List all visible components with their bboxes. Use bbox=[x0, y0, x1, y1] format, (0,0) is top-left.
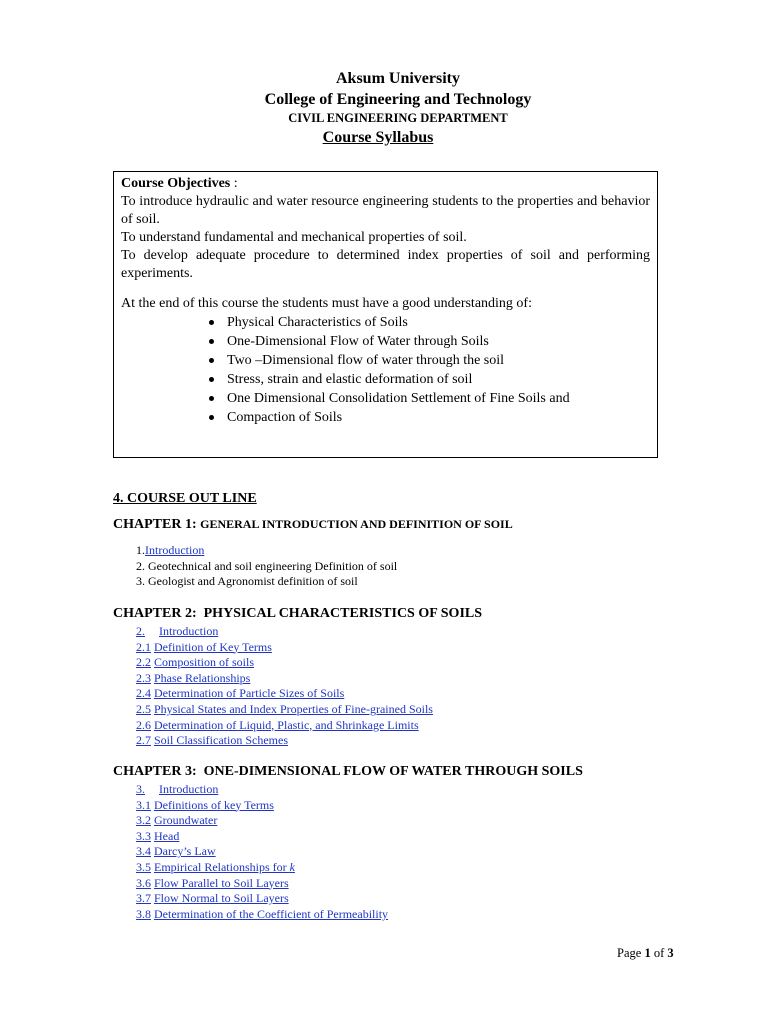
chapter-2-label: CHAPTER 2: bbox=[113, 606, 197, 621]
item-link[interactable]: Determination of the Coefficient of Permeability bbox=[154, 906, 389, 921]
item-number: 3. bbox=[136, 574, 145, 589]
chapter-2-list bbox=[136, 624, 433, 749]
list-item[interactable] bbox=[136, 702, 433, 718]
bullet-item: One Dimensional Consolidation Settlement of Fine Soils and bbox=[209, 389, 650, 408]
bullet-item: Stress, strain and elastic deformation of soil bbox=[209, 370, 650, 389]
list-item[interactable] bbox=[136, 640, 433, 656]
item-number[interactable]: 2.1 bbox=[136, 639, 151, 654]
chapter-3-label: CHAPTER 3: bbox=[113, 764, 197, 779]
list-item[interactable] bbox=[136, 543, 397, 559]
chapter-3-heading bbox=[113, 764, 583, 780]
item-link[interactable]: Determination of Liquid, Plastic, and Shrinkage Limits bbox=[154, 717, 419, 732]
chapter-2-heading bbox=[113, 606, 482, 622]
page-total: 3 bbox=[667, 946, 674, 960]
list-item[interactable] bbox=[136, 876, 388, 892]
objectives-bullet-list bbox=[121, 313, 650, 427]
item-number[interactable]: 3.2 bbox=[136, 813, 151, 828]
item-link[interactable]: Phase Relationships bbox=[154, 670, 251, 685]
page-prefix: Page bbox=[617, 946, 645, 960]
list-item[interactable] bbox=[136, 844, 388, 860]
item-link[interactable]: Head bbox=[154, 828, 180, 843]
list-item[interactable] bbox=[136, 624, 433, 640]
chapter-1-heading bbox=[113, 517, 513, 533]
list-item[interactable] bbox=[136, 671, 433, 687]
list-item[interactable] bbox=[136, 813, 388, 829]
list-item[interactable] bbox=[136, 907, 388, 923]
item-link[interactable]: Definition of Key Terms bbox=[154, 639, 272, 654]
item-link[interactable]: Introduction bbox=[159, 624, 219, 638]
item-number[interactable]: 3.1 bbox=[136, 797, 151, 812]
list-item bbox=[136, 574, 397, 590]
item-number[interactable]: 2. bbox=[136, 624, 145, 638]
list-item[interactable] bbox=[136, 891, 388, 907]
list-item[interactable] bbox=[136, 655, 433, 671]
department-name: CIVIL ENGINEERING DEPARTMENT bbox=[288, 111, 508, 125]
objective-2: To understand fundamental and mechanical properties of soil. bbox=[121, 230, 467, 245]
item-number: 2. bbox=[136, 558, 145, 573]
list-item[interactable] bbox=[136, 829, 388, 845]
document-title: Course Syllabus bbox=[322, 129, 434, 146]
bullet-item: Compaction of Soils bbox=[209, 408, 650, 427]
item-number[interactable]: 3.8 bbox=[136, 906, 151, 921]
item-number[interactable]: 3.3 bbox=[136, 828, 151, 843]
objective-3: To develop adequate procedure to determined index properties of soil and performing experiments. bbox=[121, 248, 650, 281]
item-number[interactable]: 3.4 bbox=[136, 844, 151, 859]
objectives-label: Course Objectives bbox=[121, 176, 231, 191]
list-item bbox=[136, 559, 397, 575]
list-item[interactable] bbox=[136, 686, 433, 702]
item-link[interactable]: Groundwater bbox=[154, 813, 218, 828]
bullet-item: Physical Characteristics of Soils bbox=[209, 313, 650, 332]
page-of: of bbox=[650, 946, 668, 960]
list-item[interactable] bbox=[136, 782, 388, 798]
objectives-heading bbox=[121, 175, 650, 193]
chapter-1-list bbox=[136, 543, 397, 590]
item-link[interactable]: Definitions of key Terms bbox=[154, 797, 274, 812]
item-number[interactable]: 3.7 bbox=[136, 891, 151, 906]
item-link[interactable]: Soil Classification Schemes bbox=[154, 733, 288, 748]
item-number[interactable]: 2.6 bbox=[136, 717, 151, 732]
item-link[interactable]: Darcy’s Law bbox=[154, 844, 216, 859]
item-number[interactable]: 2.3 bbox=[136, 670, 151, 685]
item-link[interactable]: Introduction bbox=[145, 543, 205, 557]
item-number[interactable]: 3.5 bbox=[136, 859, 151, 874]
chapter-3-title: ONE-DIMENSIONAL FLOW OF WATER THROUGH SOILS bbox=[203, 764, 583, 779]
item-link[interactable]: Physical States and Index Properties of Fine-grained Soils bbox=[154, 701, 433, 716]
chapter-1-title: GENERAL INTRODUCTION AND DEFINITION OF SOIL bbox=[200, 517, 513, 531]
chapter-1-label: CHAPTER 1: bbox=[113, 517, 197, 532]
item-text: Geologist and Agronomist definition of soil bbox=[148, 574, 358, 589]
course-objectives-box bbox=[113, 171, 658, 458]
list-item[interactable] bbox=[136, 718, 433, 734]
chapter-2-title: PHYSICAL CHARACTERISTICS OF SOILS bbox=[203, 606, 483, 621]
university-name: Aksum University bbox=[335, 70, 460, 87]
item-number[interactable]: 3. bbox=[136, 782, 145, 796]
item-link[interactable]: Composition of soils bbox=[154, 655, 255, 670]
objective-1: To introduce hydraulic and water resource engineering students to the properties and behavior of soil. bbox=[121, 194, 650, 227]
item-number[interactable]: 2.2 bbox=[136, 655, 151, 670]
item-link[interactable]: Flow Parallel to Soil Layers bbox=[154, 875, 289, 890]
objectives-label-suffix: : bbox=[230, 176, 238, 191]
bullet-item: Two –Dimensional flow of water through the soil bbox=[209, 351, 650, 370]
page-number: 1 bbox=[644, 946, 651, 960]
item-link[interactable]: Determination of Particle Sizes of Soils bbox=[154, 686, 345, 701]
item-link[interactable]: Flow Normal to Soil Layers bbox=[154, 891, 289, 906]
item-number[interactable]: 2.4 bbox=[136, 686, 151, 701]
item-link[interactable]: Empirical Relationships for k bbox=[154, 859, 295, 874]
list-item[interactable] bbox=[136, 860, 388, 876]
objectives-intro: At the end of this course the students must have a good understanding of: bbox=[121, 296, 532, 311]
item-number[interactable]: 2.5 bbox=[136, 701, 151, 716]
item-number: 1. bbox=[136, 543, 145, 557]
bullet-item: One-Dimensional Flow of Water through Soils bbox=[209, 332, 650, 351]
list-item[interactable] bbox=[136, 733, 433, 749]
item-link[interactable]: Introduction bbox=[159, 782, 219, 796]
page-footer bbox=[617, 946, 674, 961]
course-outline-heading: 4. COURSE OUT LINE bbox=[113, 491, 257, 506]
item-number[interactable]: 3.6 bbox=[136, 875, 151, 890]
list-item[interactable] bbox=[136, 798, 388, 814]
college-name: College of Engineering and Technology bbox=[264, 91, 532, 108]
chapter-3-list bbox=[136, 782, 388, 922]
item-number[interactable]: 2.7 bbox=[136, 733, 151, 748]
item-text: Geotechnical and soil engineering Definition of soil bbox=[148, 558, 398, 573]
